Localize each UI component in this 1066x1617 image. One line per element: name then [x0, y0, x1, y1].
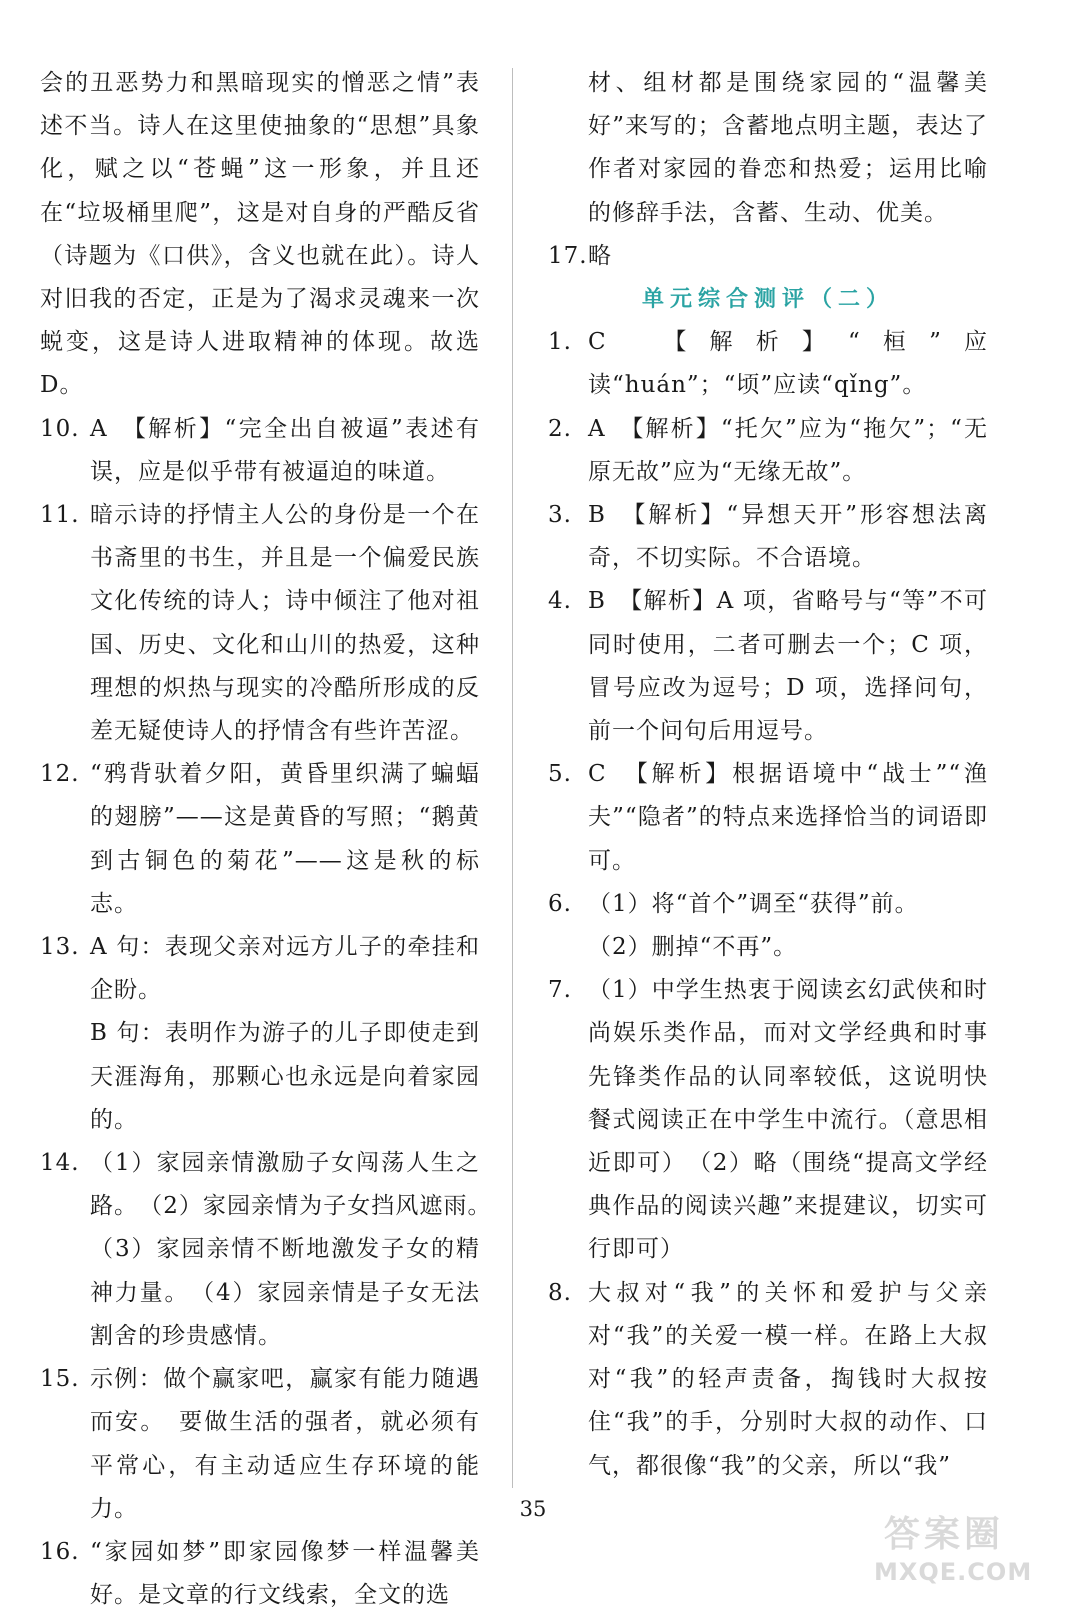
- answer-item: [548, 1272, 988, 1488]
- item-text: “家园如梦”即家园像梦一样温馨美好。是文章的行文线索，全文的选: [90, 1538, 480, 1609]
- answer-9-continued: 会的丑恶势力和黑暗现实的憎恶之情”表述不当。诗人在这里使抽象的“思想”具象化，赋之以“苍蝇”这一形象，并且还在“垃圾桶里爬”，这是对自身的严酷反省（诗题为《口供》，含义也就在此）。诗人对旧我的否定，正是为了渴求灵魂来一次蜕变，这是诗人进取精神的体现。故选 D。: [40, 70, 480, 399]
- column-divider: [512, 68, 513, 1488]
- answer-item: [548, 321, 988, 407]
- item-number: 16.: [40, 1538, 80, 1565]
- answer-item: [548, 408, 988, 494]
- answer-16-continued: 材、组材都是围绕家园的“温馨美好”来写的；含蓄地点明主题，表达了作者对家园的眷恋和热爱；运用比喻的修辞手法，含蓄、生动、优美。: [588, 70, 988, 226]
- item-number: 1.: [548, 329, 572, 356]
- item-number: 7.: [548, 977, 572, 1004]
- item-number: 5.: [548, 761, 572, 788]
- answer-item: [548, 494, 988, 580]
- item-number: 14.: [40, 1150, 80, 1177]
- item-text: （1）中学生热衷于阅读玄幻武侠和时尚娱乐类作品，而对文学经典和时事先锋类作品的认同率较低，这说明快餐式阅读正在中学生中流行。（意思相近即可） （2）略（围绕“提高文学经典作品的阅读兴趣”来提建议，切实可行即可）: [588, 977, 988, 1263]
- page-number: 35: [519, 1497, 547, 1521]
- item-text: A 【解析】“完全出自被逼”表述有误，应是似乎带有被逼迫的味道。: [90, 415, 480, 485]
- item-text: C 【解析】根据语境中“战士”“渔夫”“隐者”的特点来选择恰当的词语即可。: [588, 761, 988, 874]
- answer-item: [40, 753, 480, 926]
- item-number: 12.: [40, 761, 80, 788]
- right-column: [548, 62, 988, 1488]
- answer-item: [548, 753, 988, 883]
- item-number: 3.: [548, 502, 572, 529]
- item-number: 13.: [40, 934, 80, 961]
- item-text: 大叔对“我”的关怀和爱护与父亲对“我”的关爱一模一样。在路上大叔对“我”的轻声责备，掏钱时大叔按住“我”的手，分别时大叔的动作、口气，都很像“我”的父亲，所以“我”: [588, 1279, 988, 1479]
- answer-item: [40, 494, 480, 753]
- item-number: 6.: [548, 890, 572, 917]
- item-text: 示例：做个赢家吧，赢家有能力随遇而安。 要做生活的强者，就必须有平常心，有主动适应生存环境的能力。: [90, 1366, 480, 1522]
- watermark-logo: [874, 1506, 1044, 1586]
- answer-item: [40, 1142, 504, 1358]
- answer-item: [548, 235, 988, 278]
- answer-item: [40, 926, 480, 1012]
- item-text: A 句：表现父亲对远方儿子的牵挂和企盼。: [90, 934, 480, 1004]
- item-number: 15.: [40, 1366, 80, 1393]
- item-text: “鸦背驮着夕阳，黄昏里织满了蝙蝠的翅膀”——这是黄昏的写照；“鹅黄到古铜色的菊花”——这是秋的标志。: [90, 761, 480, 917]
- item-text: C 【解析】“桓”应读“huán”；“顷”应读“qǐng”。: [588, 329, 988, 399]
- answer-6-part-2: （2）删掉“不再”。: [588, 934, 798, 961]
- answer-13-part-b: B 句：表明作为游子的儿子即使走到天涯海角，那颗心也永远是向着家园的。: [90, 1020, 480, 1133]
- watermark-text: 答案圈: [884, 1514, 1005, 1555]
- item-number: 8.: [548, 1279, 572, 1306]
- item-text: A 【解析】“托欠”应为“拖欠”；“无原无故”应为“无缘无故”。: [588, 415, 988, 485]
- section-title: 单元综合测评（二）: [641, 287, 894, 313]
- item-number: 17.: [548, 242, 588, 269]
- item-text: 略: [588, 242, 612, 269]
- item-text: （1）将“首个”调至“获得”前。: [588, 890, 919, 917]
- item-number: 10.: [40, 415, 80, 442]
- answer-item: [40, 408, 480, 494]
- item-text: B 【解析】A 项，省略号与“等”不可同时使用，二者可删去一个；C 项，冒号应改为逗号；D 项，选择问句，前一个问句后用逗号。: [588, 588, 988, 745]
- answer-item: [548, 969, 988, 1271]
- item-number: 2.: [548, 415, 572, 442]
- item-text: 暗示诗的抒情主人公的身份是一个在书斋里的书生，并且是一个偏爱民族文化传统的诗人；诗中倾注了他对祖国、历史、文化和山川的热爱，这种理想的炽热与现实的冷酷所形成的反差无疑使诗人的抒情含有些许苦涩。: [90, 502, 480, 745]
- answer-item: [40, 1531, 480, 1617]
- answer-item: [548, 580, 988, 753]
- left-column: [40, 62, 504, 1617]
- item-text: （1）家园亲情激励子女闯荡人生之路。 （2）家园亲情为子女挡风遮雨。 （3）家园亲情不断地激发子女的精神力量。 （4）家园亲情是子女无法割舍的珍贵感情。: [90, 1150, 504, 1349]
- item-number: 11.: [40, 502, 80, 529]
- item-number: 4.: [548, 588, 572, 615]
- watermark-url: MXQE.COM: [874, 1558, 1033, 1586]
- answer-item: [548, 883, 988, 926]
- item-text: B 【解析】“异想天开”形容想法离奇，不切实际。不合语境。: [588, 502, 988, 572]
